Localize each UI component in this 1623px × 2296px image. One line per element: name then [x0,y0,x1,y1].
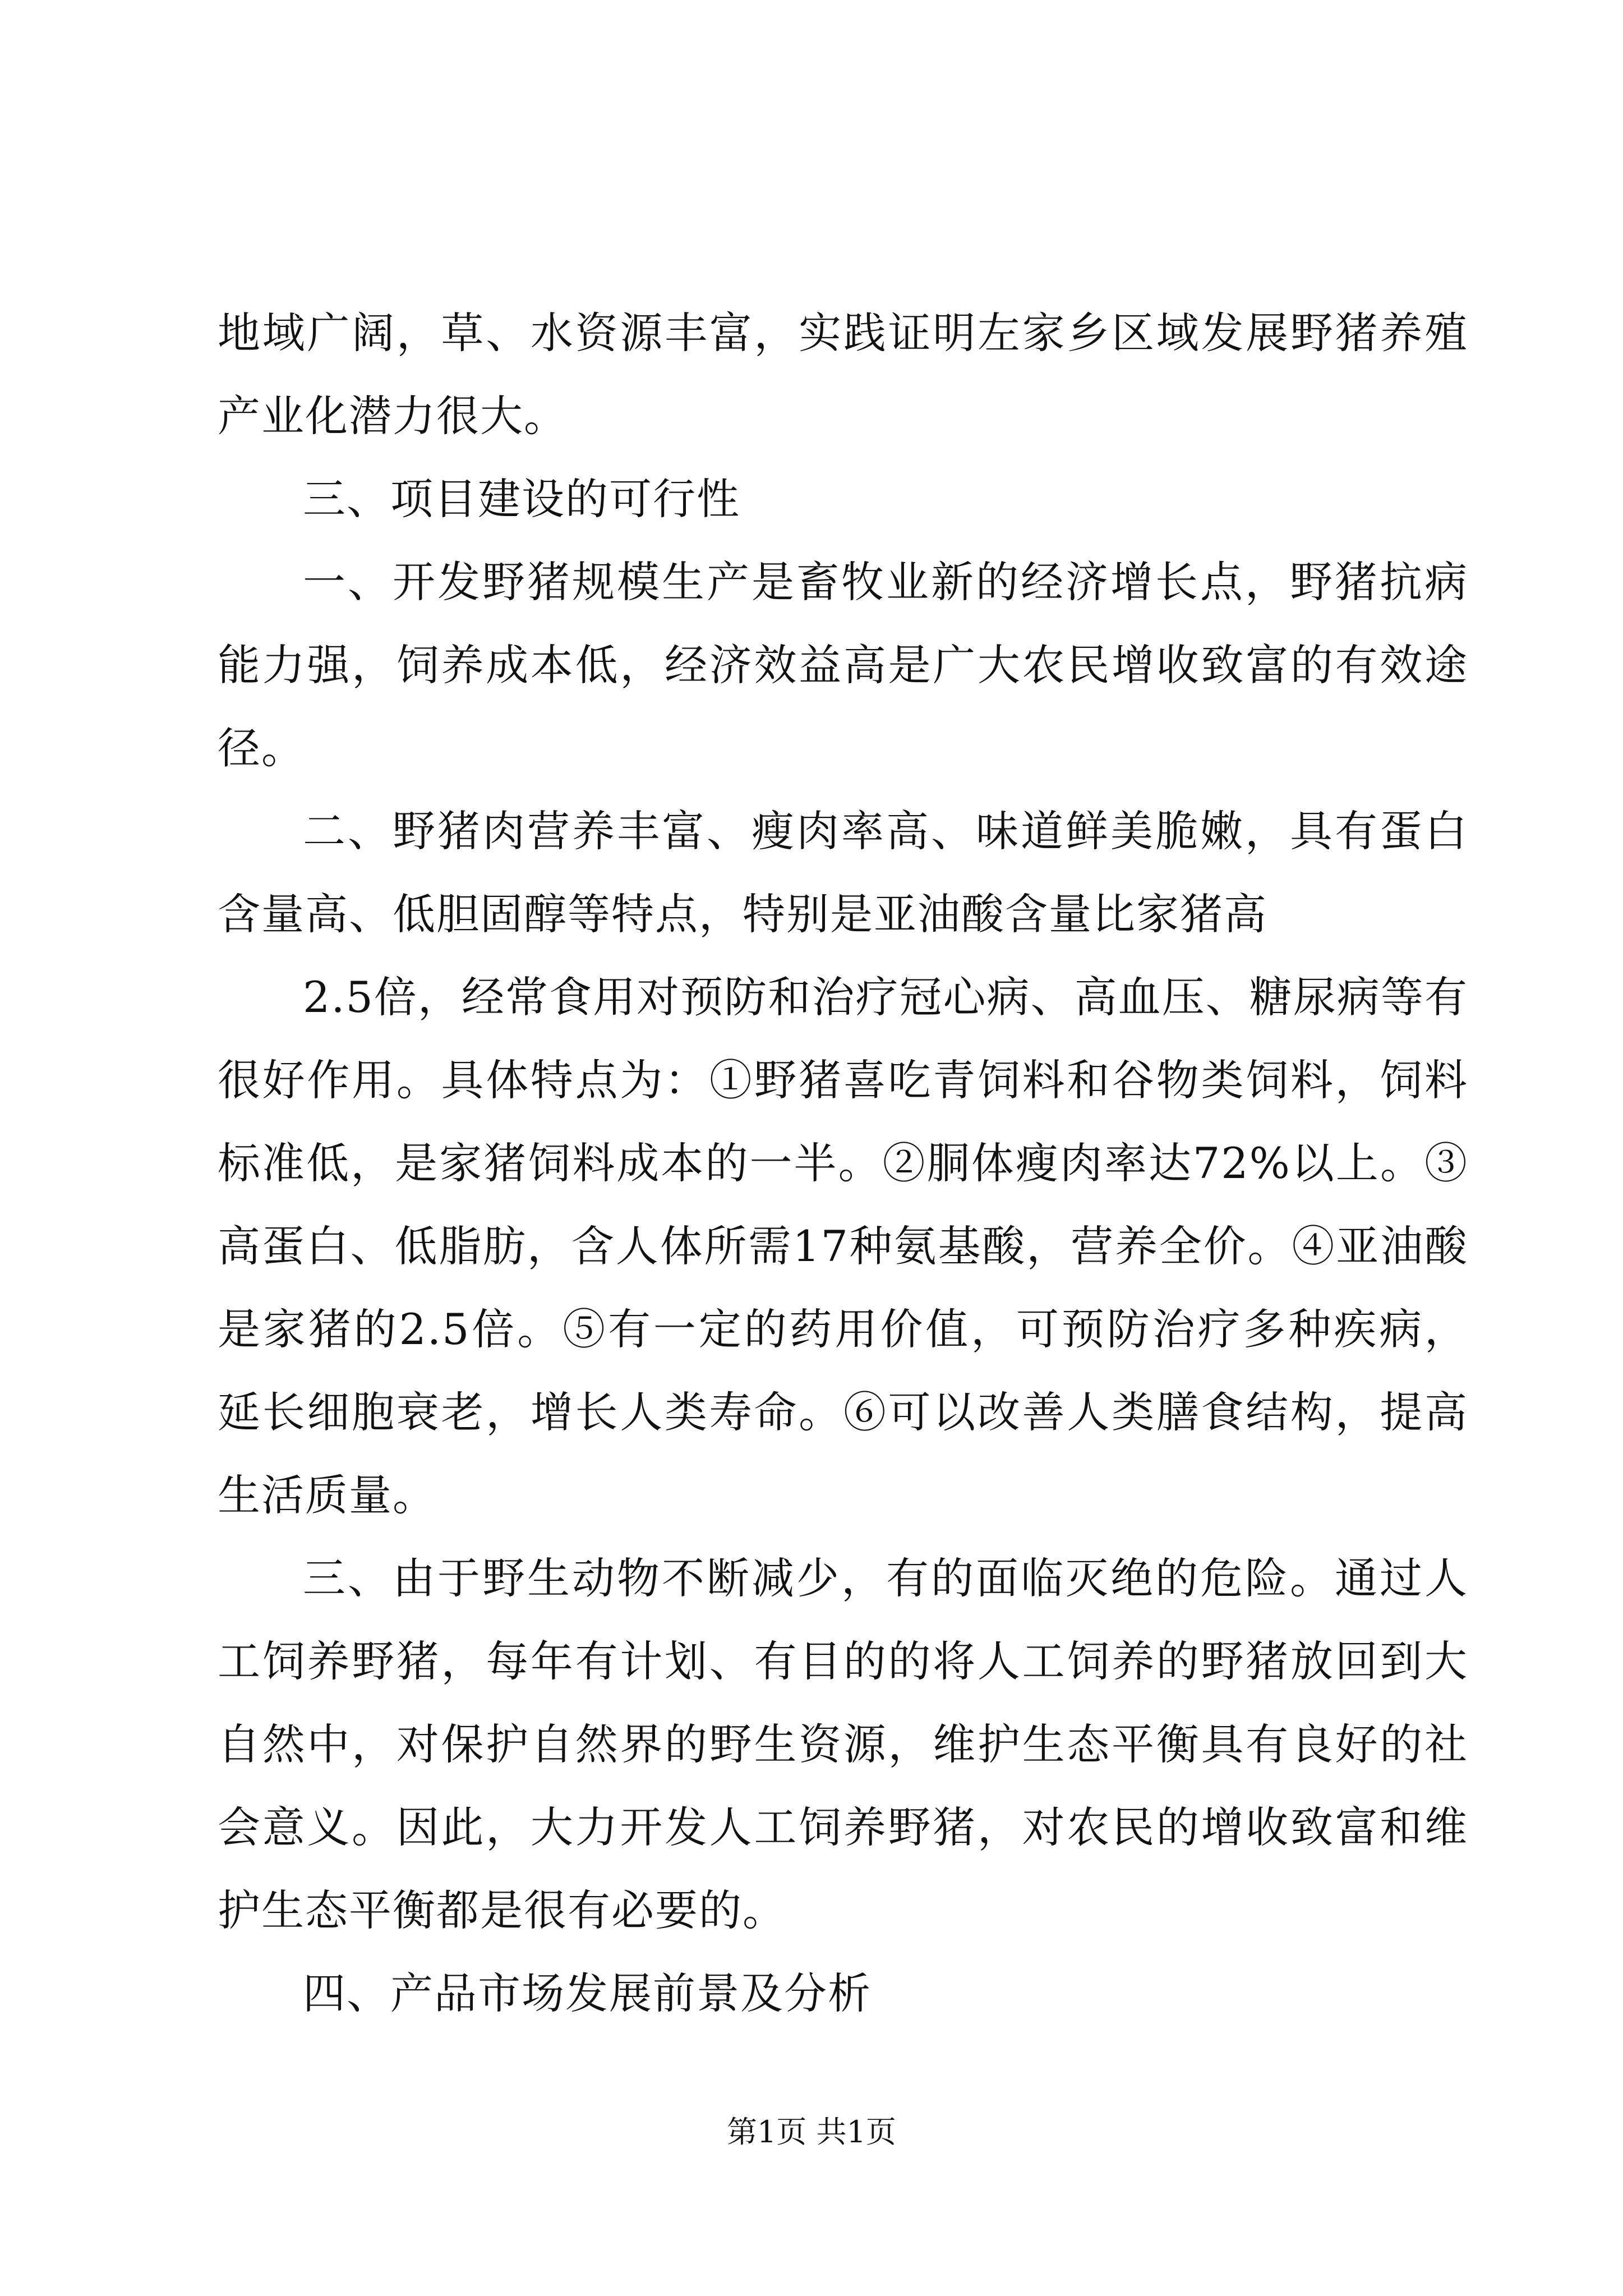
section-heading: 四、产品市场发展前景及分析 [303,1968,872,2018]
paragraph: 2.5倍，经常食用对预防和治疗冠心病、高血压、糖尿病等有很好作用。具体特点为：①野猪喜吃青饲料和谷物类饲料，饲料标准低，是家猪饲料成本的一半。②胴体瘦肉率达72%以上。③高蛋白、低脂肪，含人体所需17种氨基酸，营养全价。④亚油酸是家猪的2.5倍。⑤有一定的药用价值，可预防治疗多种疾病，延长细胞衰老，增长人类寿命。⑥可以改善人类膳食结构，提高生活质量。 [218,972,1468,1520]
paragraph: 二、野猪肉营养丰富、瘦肉率高、味道鲜美脆嫩，具有蛋白含量高、低胆固醇等特点，特别是亚油酸含量比家猪高 [218,806,1468,939]
paragraph: 一、开发野猪规模生产是畜牧业新的经济增长点，野猪抗病能力强，饲养成本低，经济效益高是广大农民增收致富的有效途径。 [218,557,1468,773]
paragraph: 三、由于野生动物不断减少，有的面临灭绝的危险。通过人工饲养野猪，每年有计划、有目的的将人工饲养的野猪放回到大自然中，对保护自然界的野生资源，维护生态平衡具有良好的社会意义。因此，大力开发人工饲养野猪，对农民的增收致富和维护生态平衡都是很有必要的。 [218,1553,1468,1935]
section-heading: 三、项目建设的可行性 [303,474,740,524]
page-footer: 第1页 共1页 [727,2114,896,2150]
document-body [218,292,1468,2035]
paragraph: 地域广阔，草、水资源丰富，实践证明左家乡区域发展野猪养殖产业化潜力很大。 [218,308,1468,441]
